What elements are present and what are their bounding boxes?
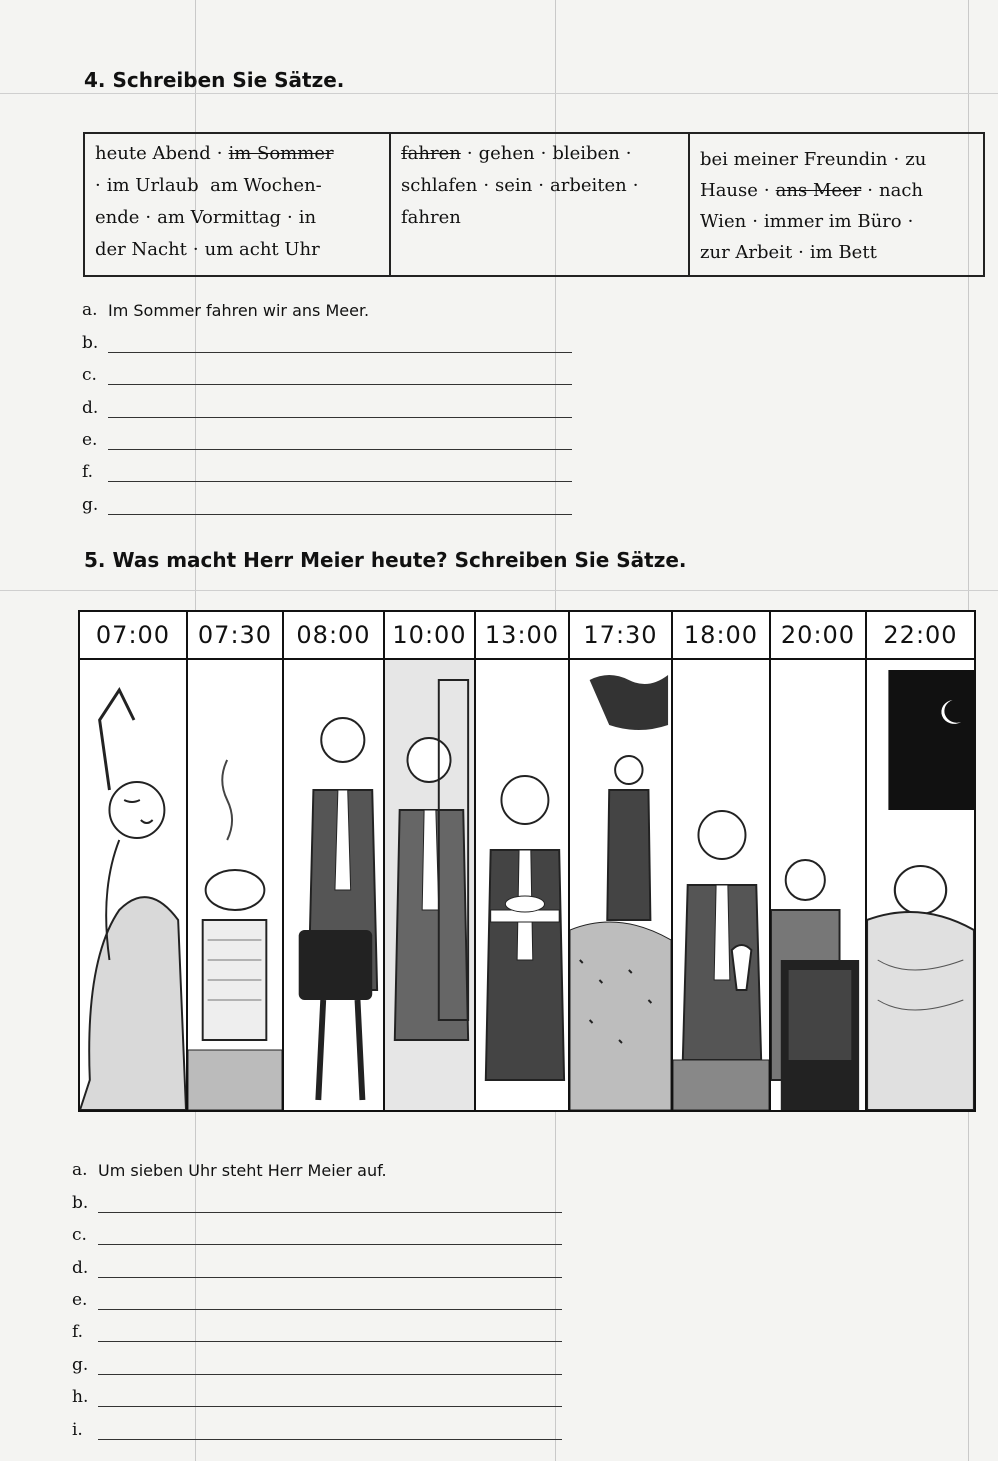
word: zu	[905, 149, 927, 170]
word-crossed-out: fahren	[401, 143, 461, 164]
comic-panel	[188, 612, 284, 1110]
answer-label: g.	[72, 1354, 89, 1375]
word: arbeiten	[550, 175, 627, 196]
separator: ·	[95, 175, 101, 196]
panel-time: 13:00	[476, 612, 568, 660]
verbs-column	[389, 134, 688, 275]
answer-row	[72, 1342, 562, 1374]
bleed-through-line	[0, 590, 998, 591]
separator: ·	[632, 175, 639, 196]
comic-strip	[78, 610, 976, 1112]
waking-up-illustration	[80, 660, 186, 1110]
answer-label: c.	[82, 365, 97, 386]
exercise-5-answer-lines	[72, 1148, 562, 1440]
word: im Urlaub	[106, 175, 199, 196]
breakfast-illustration	[188, 660, 282, 1110]
example-answer: Im Sommer fahren wir ans Meer.	[108, 301, 370, 321]
word: um acht Uhr	[204, 239, 320, 260]
separator: ·	[763, 180, 770, 201]
answer-label: e.	[72, 1289, 88, 1310]
going-to-work-illustration	[284, 660, 383, 1110]
word: am Wochen-	[210, 175, 322, 196]
panel-time: 17:30	[570, 612, 671, 660]
answer-label: b.	[82, 332, 99, 353]
answer-row	[72, 1180, 562, 1212]
answer-label: c.	[72, 1225, 87, 1246]
answer-line[interactable]	[108, 494, 572, 515]
word: am Vormittag	[157, 207, 282, 228]
answer-label: i.	[72, 1419, 83, 1440]
word: sein	[495, 175, 533, 196]
panel-time: 18:00	[673, 612, 769, 660]
answer-line[interactable]	[108, 461, 572, 482]
answer-label: a.	[72, 1160, 88, 1181]
separator: ·	[538, 175, 545, 196]
word: immer im Büro	[763, 211, 902, 232]
answer-row	[72, 1278, 562, 1310]
exercise-4-answer-lines	[82, 288, 572, 515]
lunch-illustration	[476, 660, 568, 1110]
answer-row	[72, 1245, 562, 1277]
word: schlafen	[401, 175, 478, 196]
restaurant-illustration	[673, 660, 769, 1110]
word: der Nacht	[95, 239, 187, 260]
watching-tv-illustration	[771, 660, 865, 1110]
comic-panel	[80, 612, 188, 1110]
comic-panel	[771, 612, 867, 1110]
answer-row	[82, 418, 572, 450]
word: gehen	[478, 143, 535, 164]
panel-time: 07:00	[80, 612, 186, 660]
separator: ·	[907, 211, 914, 232]
answer-line[interactable]	[108, 364, 572, 385]
word: in	[298, 207, 317, 228]
separator: ·	[893, 149, 900, 170]
word: ende	[95, 207, 140, 228]
exercise-5-heading: 5. Was macht Herr Meier heute? Schreiben Sie Sätze.	[84, 548, 687, 572]
separator: ·	[867, 180, 874, 201]
word-crossed-out: ans Meer	[775, 180, 862, 201]
comic-panel	[673, 612, 771, 1110]
answer-line[interactable]	[108, 332, 572, 353]
word: heute Abend	[95, 143, 211, 164]
word: bleiben	[552, 143, 620, 164]
word: Wien	[700, 211, 747, 232]
bleed-through-line	[0, 93, 998, 94]
word-crossed-out: im Sommer	[228, 143, 334, 164]
comic-panel	[476, 612, 570, 1110]
panel-time: 20:00	[771, 612, 865, 660]
word: fahren	[401, 207, 461, 228]
separator: ·	[483, 175, 490, 196]
answer-label: h.	[72, 1387, 89, 1408]
answer-label: b.	[72, 1192, 89, 1213]
panel-time: 08:00	[284, 612, 383, 660]
comic-panel	[867, 612, 974, 1110]
places-column	[688, 134, 983, 275]
answer-label: a.	[82, 300, 98, 321]
answer-row	[82, 450, 572, 482]
example-answer: Um sieben Uhr steht Herr Meier auf.	[98, 1161, 387, 1181]
answer-line[interactable]	[98, 1419, 562, 1440]
comic-panel	[284, 612, 385, 1110]
comic-panel	[385, 612, 476, 1110]
panel-time: 22:00	[867, 612, 974, 660]
word: nach	[879, 180, 924, 201]
answer-label: d.	[72, 1257, 89, 1278]
word: bei meiner Freundin	[700, 149, 888, 170]
exercise-4-heading: 4. Schreiben Sie Sätze.	[84, 68, 345, 92]
comic-panel	[570, 612, 673, 1110]
answer-label: g.	[82, 494, 99, 515]
walking-home-illustration	[570, 660, 671, 1110]
answer-label: e.	[82, 429, 98, 450]
separator: ·	[145, 207, 152, 228]
answer-line[interactable]	[108, 397, 572, 418]
answer-label: f.	[82, 462, 94, 483]
word-box	[83, 132, 985, 277]
answer-label: d.	[82, 397, 99, 418]
panel-time: 07:30	[188, 612, 282, 660]
answer-row	[72, 1310, 562, 1342]
separator: ·	[287, 207, 293, 228]
separator: ·	[752, 211, 758, 232]
panel-time: 10:00	[385, 612, 474, 660]
answer-row	[72, 1148, 562, 1180]
answer-line[interactable]	[98, 1354, 562, 1375]
answer-row	[82, 353, 572, 385]
word: im Bett	[809, 242, 877, 263]
answer-line[interactable]	[98, 1289, 562, 1310]
answer-line[interactable]	[98, 1386, 562, 1407]
word: zur Arbeit	[700, 242, 793, 263]
answer-line[interactable]	[108, 429, 572, 450]
time-expressions-column	[85, 134, 389, 275]
answer-row	[72, 1407, 562, 1439]
answer-row	[82, 482, 572, 514]
answer-row	[72, 1375, 562, 1407]
separator: ·	[798, 242, 804, 263]
separator: ·	[216, 143, 223, 164]
answer-line[interactable]	[98, 1257, 562, 1278]
office-illustration	[385, 660, 474, 1110]
sleeping-illustration	[867, 660, 974, 1110]
answer-line[interactable]	[98, 1321, 562, 1342]
answer-row	[82, 288, 572, 320]
answer-row	[82, 385, 572, 417]
separator: ·	[192, 239, 199, 260]
separator: ·	[466, 143, 473, 164]
separator: ·	[540, 143, 547, 164]
answer-label: f.	[72, 1322, 84, 1343]
word: Hause	[700, 180, 758, 201]
answer-row	[72, 1213, 562, 1245]
answer-line[interactable]	[98, 1192, 562, 1213]
answer-row	[82, 320, 572, 352]
separator: ·	[625, 143, 632, 164]
answer-line[interactable]	[98, 1224, 562, 1245]
